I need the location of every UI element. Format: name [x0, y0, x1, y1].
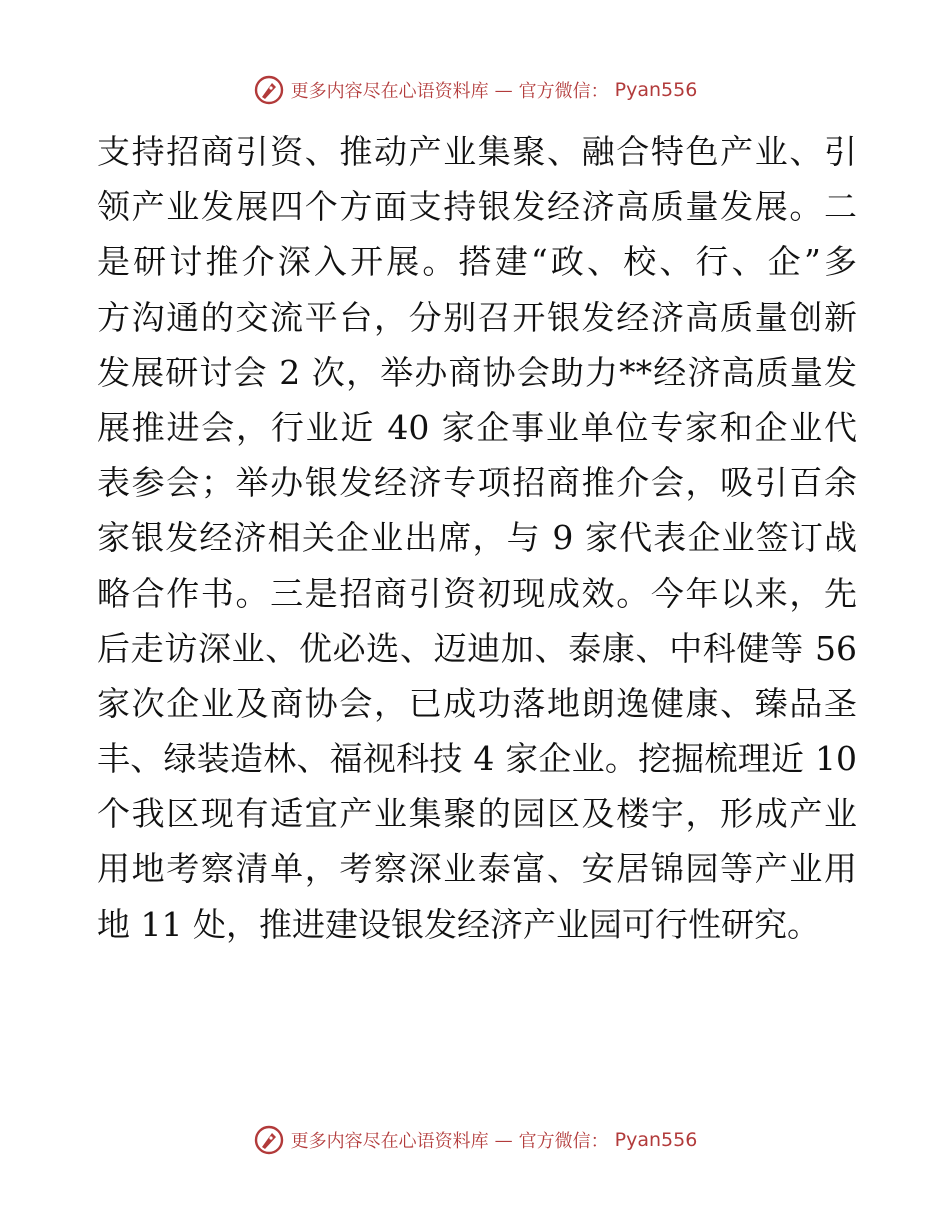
watermark-text: 更多内容尽在心语资料库	[290, 81, 489, 102]
body-line: 地 11 处，推进建设银发经济产业园可行性研究。	[97, 904, 820, 944]
watermark-text: 更多内容尽在心语资料库	[290, 1131, 489, 1152]
watermark-dash: —	[494, 1129, 513, 1151]
body-line: 展推进会，行业近 40 家企事业单位专家和企业代	[97, 407, 857, 447]
body-line: 领产业发展四个方面支持银发经济高质量发展。二	[97, 187, 857, 227]
body-line: 略合作书。三是招商引资初现成效。今年以来，先	[97, 573, 857, 613]
body-line: 方沟通的交流平台，分别召开银发经济高质量创新	[97, 297, 857, 337]
body-line: 发展研讨会 2 次，举办商协会助力**经济高质量发	[97, 352, 857, 392]
watermark-wechat-id: Pyan556	[614, 79, 698, 101]
body-line: 家银发经济相关企业出席，与 9 家代表企业签订战	[97, 518, 857, 558]
body-line: 是研讨推介深入开展。搭建“政、校、行、企”多	[97, 242, 857, 282]
body-line: 个我区现有适宜产业集聚的园区及楼宇，形成产业	[97, 794, 857, 834]
body-line: 表参会；举办银发经济专项招商推介会，吸引百余	[97, 463, 857, 503]
header-watermark	[0, 70, 950, 110]
footer-watermark	[0, 1120, 950, 1160]
body-line: 用地考察清单，考察深业泰富、安居锦园等产业用	[97, 849, 857, 889]
body-line: 支持招商引资、推动产业集聚、融合特色产业、引	[97, 132, 857, 171]
watermark-wechat-id: Pyan556	[614, 1129, 698, 1151]
body-line: 家次企业及商协会，已成功落地朗逸健康、臻品圣	[97, 683, 857, 723]
body-line: 后走访深业、优必选、迈迪加、泰康、中科健等 56	[97, 628, 857, 668]
document-body	[97, 124, 857, 952]
watermark-official-label: 官方微信：	[518, 1131, 609, 1152]
body-line: 丰、绿装造林、福视科技 4 家企业。挖掘梳理近 10	[97, 739, 857, 779]
watermark-official-label: 官方微信：	[518, 81, 609, 102]
pen-nib-icon	[253, 1124, 285, 1156]
watermark-dash: —	[494, 79, 513, 101]
pen-nib-icon	[253, 74, 285, 106]
